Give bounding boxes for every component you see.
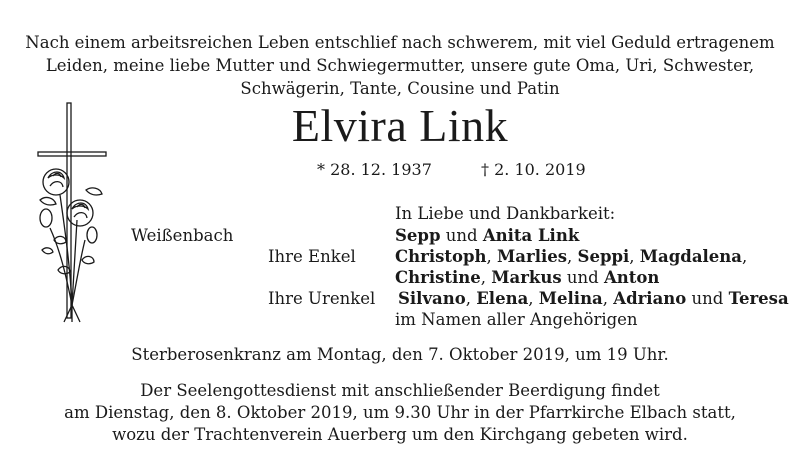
separator: ,: [480, 268, 487, 287]
intro-line-2: Leiden, meine liebe Mutter und Schwiegermutter, unsere gute Oma, Uri, Schwester,: [45, 56, 755, 75]
separator: ,: [528, 289, 534, 308]
grandchild-name: Seppi: [577, 247, 630, 266]
separator: ,: [629, 247, 635, 266]
deceased-name: Elvira Link: [291, 100, 509, 151]
funeral-line-2: am Dienstag, den 8. Oktober 2019, um 9.30 Uhr in der Pfarrkirche Elbach statt,: [64, 403, 736, 422]
great-grandchild-name: Silvano: [398, 289, 466, 308]
great-grandchild-name: Adriano: [613, 289, 687, 308]
thanks-line: In Liebe und Dankbarkeit:: [395, 204, 616, 223]
rosary-notice: [0, 344, 800, 366]
great-grandchildren-line: [398, 288, 789, 310]
intro-line-1: Nach einem arbeitsreichen Leben entschlief nach schwerem, mit viel Geduld ertragenem: [25, 33, 775, 52]
conjunction: und: [445, 226, 478, 245]
grandchild-name: Christoph: [395, 247, 487, 266]
conjunction: und: [691, 289, 724, 308]
grandchild-name: Christine: [395, 268, 481, 287]
great-grandchildren-label: Ihre Urenkel: [268, 289, 376, 308]
separator: ,: [567, 247, 573, 266]
grandchild-name: Marlies: [497, 247, 568, 266]
funeral-line-1: Der Seelengottesdienst mit anschließender Beerdigung findet: [140, 381, 660, 400]
grandchildren-line-2: [395, 267, 659, 289]
children-line: [395, 225, 579, 247]
death-date: † 2. 10. 2019: [481, 160, 586, 179]
great-grandchild-name: Melina: [538, 289, 603, 308]
intro-line-3: Schwägerin, Tante, Cousine und Patin: [240, 79, 560, 98]
child-name: Sepp: [395, 226, 441, 245]
place-name: Weißenbach: [131, 226, 234, 245]
separator: ,: [741, 247, 748, 266]
grandchild-name: Anton: [603, 268, 660, 287]
separator: ,: [486, 247, 492, 266]
rosary-line: Sterberosenkranz am Montag, den 7. Oktober 2019, um 19 Uhr.: [131, 345, 669, 364]
grandchild-name: Magdalena: [639, 247, 742, 266]
birth-date: * 28. 12. 1937: [317, 160, 432, 179]
great-grandchild-name: Teresa: [728, 289, 789, 308]
grandchildren-line-1: [395, 246, 747, 268]
separator: ,: [602, 289, 609, 308]
separator: ,: [465, 289, 471, 308]
great-grandchild-name: Elena: [476, 289, 529, 308]
conjunction: und: [566, 268, 599, 287]
grandchildren-label: Ihre Enkel: [268, 247, 356, 266]
child-name: Anita Link: [482, 226, 580, 245]
grandchild-name: Markus: [491, 268, 562, 287]
all-relatives-line: im Namen aller Angehörigen: [395, 310, 638, 329]
funeral-line-3: wozu der Trachtenverein Auerberg um den Kirchgang gebeten wird.: [112, 425, 688, 444]
funeral-notice: [0, 380, 800, 446]
intro-text: [0, 31, 800, 100]
